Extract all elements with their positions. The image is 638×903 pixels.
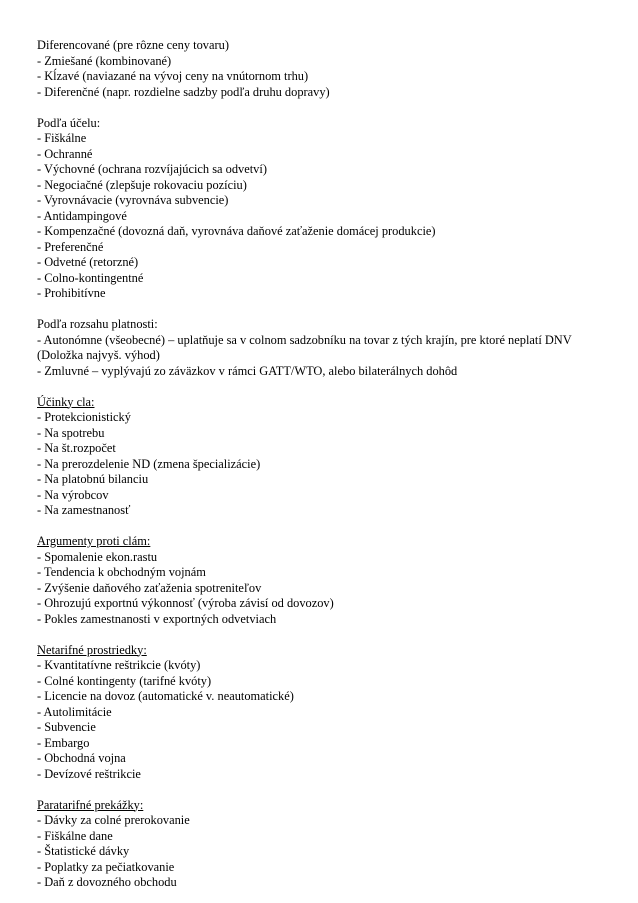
list-item: - Na prerozdelenie ND (zmena špecializácie) <box>37 456 261 471</box>
list-item: - Devízové reštrikcie <box>37 766 141 781</box>
list-item: Diferencované (pre rôzne ceny tovaru) <box>37 38 229 52</box>
list-item: - Na výrobcov <box>37 487 109 502</box>
list-item: - Na št.rozpočet <box>37 441 116 455</box>
section-heading: Účinky cla: <box>37 394 95 409</box>
list-item: - Colno-kontingentné <box>37 270 144 285</box>
list-item: - Protekcionistický <box>37 410 131 424</box>
list-item: (Doložka najvyš. výhod) <box>37 348 160 362</box>
paragraph-gap <box>37 782 607 798</box>
section-tariff-types-continued <box>37 38 607 100</box>
list-item: - Embargo <box>37 735 90 750</box>
list-item: - Prohibitívne <box>37 286 106 300</box>
list-item: - Pokles zamestnanosti v exportných odvetviach <box>37 611 277 626</box>
section-non-tariff <box>37 643 607 783</box>
section-heading: Paratarifné prekážky: <box>37 797 144 812</box>
list-item: - Fiškálne <box>37 131 87 145</box>
list-item: - Ohrozujú exportnú výkonnosť (výroba závisí od dovozov) <box>37 596 334 610</box>
list-item: - Negociačné (zlepšuje rokovaciu pozíciu) <box>37 177 247 192</box>
list-item: - Kvantitatívne reštrikcie (kvóty) <box>37 658 201 672</box>
list-item: - Zmluvné – vyplývajú zo záväzkov v rámci GATT/WTO, alebo bilaterálnych dohôd <box>37 363 458 378</box>
section-arguments-against <box>37 534 607 627</box>
list-item: - Ochranné <box>37 146 93 161</box>
list-item: - Colné kontingenty (tarifné kvóty) <box>37 673 212 688</box>
section-paratariff <box>37 798 607 891</box>
list-item: - Na zamestnanosť <box>37 503 131 517</box>
list-item: - Subvencie <box>37 720 96 734</box>
list-item: - Zmiešané (kombinované) <box>37 53 172 68</box>
paragraph-gap <box>37 627 607 643</box>
list-item: - Poplatky za pečiatkovanie <box>37 859 175 874</box>
section-effects <box>37 395 607 519</box>
list-item: - Preferenčné <box>37 239 104 254</box>
list-item: - Štatistické dávky <box>37 844 130 858</box>
list-item: - Na platobnú bilanciu <box>37 472 149 486</box>
list-item: - Autonómne (všeobecné) – uplatňuje sa v colnom sadzobníku na tovar z tých krajín, pre ktoré neplatí DNV <box>37 332 572 347</box>
list-item: - Spomalenie ekon.rastu <box>37 549 158 564</box>
paragraph-gap <box>37 519 607 535</box>
list-item: - Na spotrebu <box>37 425 105 440</box>
list-item: - Kompenzačné (dovozná daň, vyrovnáva daňové zaťaženie domácej produkcie) <box>37 224 436 238</box>
list-item: - Odvetné (retorzné) <box>37 255 139 269</box>
list-item: - Vyrovnávacie (vyrovnáva subvencie) <box>37 193 229 207</box>
list-item: - Antidampingové <box>37 208 127 223</box>
list-item: - Výchovné (ochrana rozvíjajúcich sa odvetví) <box>37 162 267 176</box>
paragraph-gap <box>37 302 607 318</box>
list-item: - Daň z dovozného obchodu <box>37 875 177 889</box>
list-item: - Zvýšenie daňového zaťaženia spotreniteľov <box>37 580 262 595</box>
section-heading: Podľa účelu: <box>37 115 101 130</box>
list-item: - Autolimitácie <box>37 704 112 719</box>
paragraph-gap <box>37 100 607 116</box>
section-by-purpose <box>37 116 607 302</box>
list-item: - Dávky za colné prerokovanie <box>37 813 190 827</box>
list-item: - Licencie na dovoz (automatické v. neautomatické) <box>37 689 294 703</box>
list-item: - Fiškálne dane <box>37 828 113 843</box>
paragraph-gap <box>37 379 607 395</box>
list-item: - Obchodná vojna <box>37 751 126 765</box>
section-by-scope <box>37 317 607 379</box>
section-heading: Netarifné prostriedky: <box>37 642 147 657</box>
list-item: - Diferenčné (napr. rozdielne sadzby podľa druhu dopravy) <box>37 84 330 99</box>
document-page <box>37 38 607 891</box>
section-heading: Podľa rozsahu platnosti: <box>37 317 158 331</box>
list-item: - Tendencia k obchodným vojnám <box>37 565 206 579</box>
list-item: - Kĺzavé (naviazané na vývoj ceny na vnútornom trhu) <box>37 69 309 83</box>
section-heading: Argumenty proti clám: <box>37 534 151 548</box>
